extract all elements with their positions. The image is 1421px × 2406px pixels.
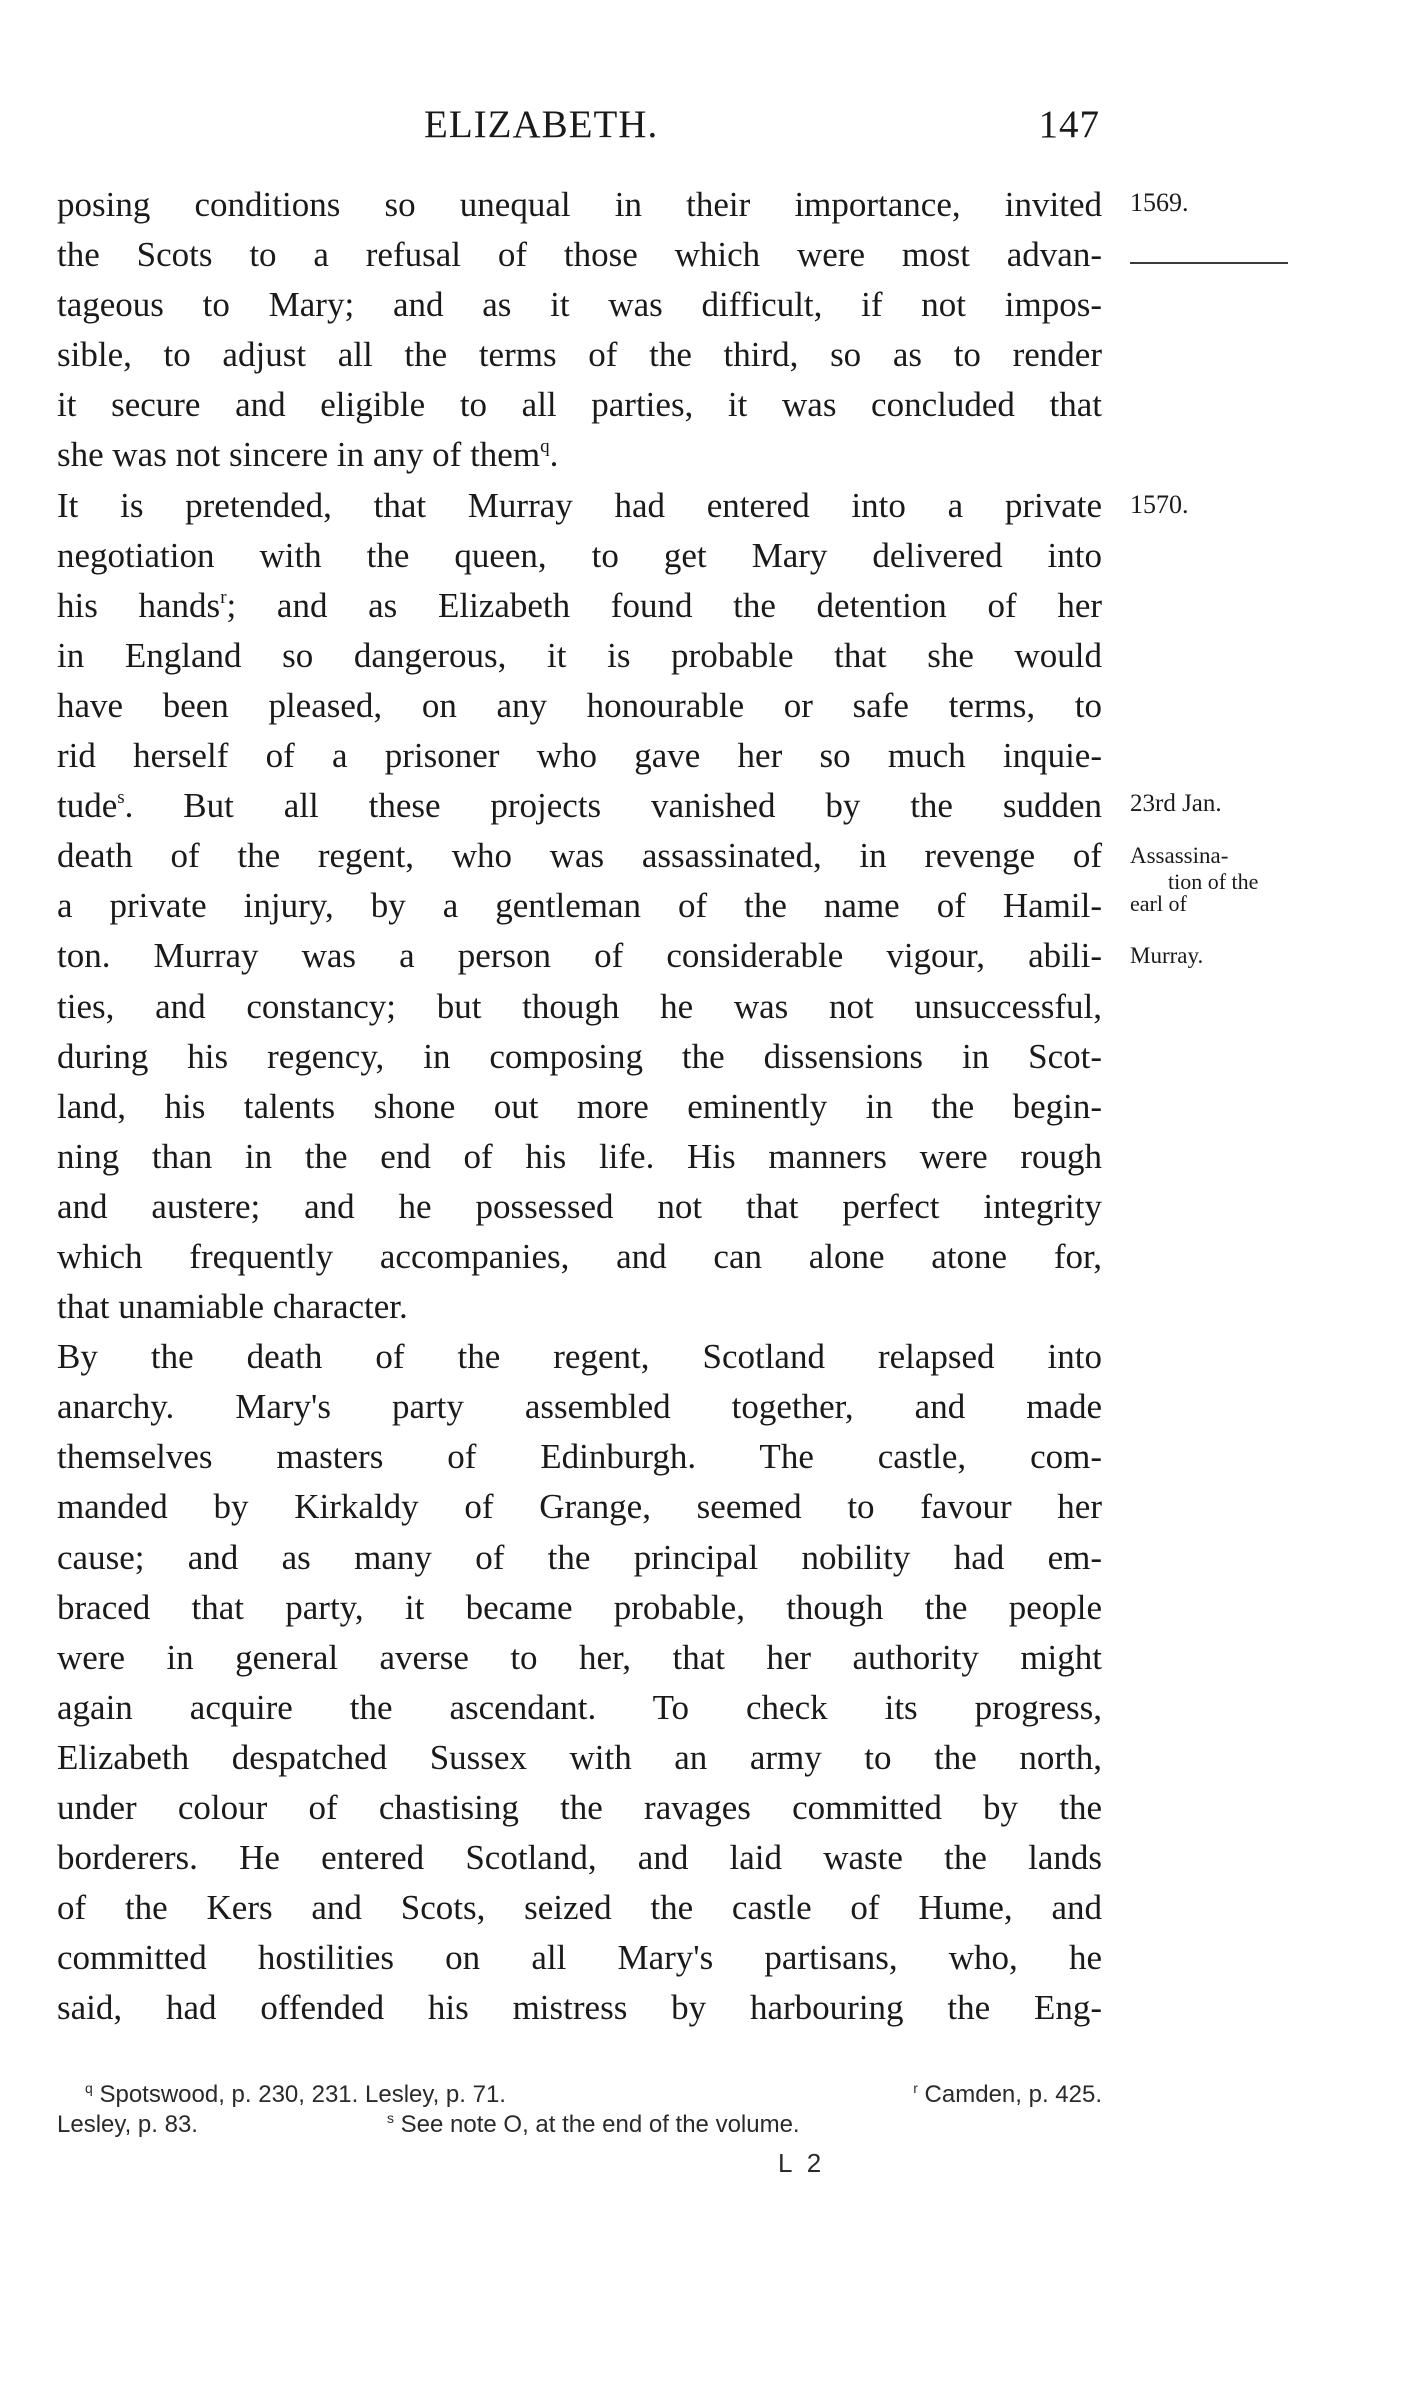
text-line: negotiation with the queen, to get Mary delivered into bbox=[57, 535, 1102, 575]
text-segment: she was not sincere in any of them bbox=[57, 435, 541, 475]
margin-date: 23rd Jan. bbox=[1130, 790, 1222, 817]
text-line: which frequently accompanies, and can alone atone for, bbox=[57, 1236, 1102, 1276]
signature-mark: L 2 bbox=[778, 2148, 826, 2178]
text-line: anarchy. Mary's party assembled together, and made bbox=[57, 1387, 1102, 1427]
text-line: posing conditions so unequal in their importance, invited bbox=[57, 185, 1102, 224]
text-line: during his regency, in composing the dissensions in Scot- bbox=[57, 1036, 1102, 1076]
footnotes bbox=[57, 2080, 1102, 2140]
text-line: braced that party, it became probable, though the people bbox=[57, 1587, 1102, 1627]
margin-note-line: earl of bbox=[1130, 891, 1187, 916]
text-line bbox=[57, 430, 1102, 480]
footnote-text: Lesley, p. 83. bbox=[57, 2111, 198, 2138]
text-line: manded by Kirkaldy of Grange, seemed to favour her bbox=[57, 1487, 1102, 1527]
running-title: ELIZABETH. bbox=[424, 103, 659, 146]
text-line bbox=[57, 581, 1102, 631]
running-head bbox=[60, 102, 1100, 162]
footnote-q bbox=[57, 2081, 506, 2108]
footnote-text: See note O, at the end of the volume. bbox=[400, 2111, 800, 2138]
footnote-text: Spotswood, p. 230, 231. Lesley, p. 71. bbox=[99, 2081, 506, 2108]
text-line: were in general averse to her, that her authority might bbox=[57, 1637, 1102, 1677]
text-line: under colour of chastising the ravages committed by the bbox=[57, 1788, 1102, 1827]
text-segment: ; and as Elizabeth found the detention of her bbox=[226, 585, 1103, 625]
margin-year-1569: 1569. bbox=[1130, 188, 1189, 217]
text-segment: . But all these projects vanished by the sudden bbox=[124, 786, 1102, 826]
footnote-line bbox=[57, 2110, 1102, 2140]
footnote-mark: s bbox=[387, 2110, 394, 2126]
footnote-line bbox=[57, 2080, 1102, 2110]
page-number: 147 bbox=[1038, 103, 1100, 146]
text-line: ning than in the end of his life. His manners were rough bbox=[57, 1136, 1102, 1176]
text-line: rid herself of a prisoner who gave her so much inquie- bbox=[57, 736, 1102, 776]
text-line: ties, and constancy; but though he was not unsuccessful, bbox=[57, 986, 1102, 1026]
text-line: said, had offended his mistress by harbouring the Eng- bbox=[57, 1988, 1102, 2028]
text-line: and austere; and he possessed not that perfect integrity bbox=[57, 1186, 1102, 1226]
margin-year-1570: 1570. bbox=[1130, 490, 1189, 519]
body-text bbox=[57, 180, 1102, 2033]
text-line: borderers. He entered Scotland, and laid waste the lands bbox=[57, 1838, 1102, 1878]
footnote-mark: r bbox=[913, 2080, 918, 2096]
margin-note-line: tion of the bbox=[1168, 869, 1259, 894]
text-line bbox=[57, 781, 1102, 831]
footnote-ref-q: q bbox=[540, 436, 550, 458]
text-line: ton. Murray was a person of considerable vigour, abili- bbox=[57, 936, 1102, 976]
text-segment: tude bbox=[57, 786, 118, 826]
text-line: By the death of the regent, Scotland relapsed into bbox=[57, 1337, 1102, 1377]
text-line: sible, to adjust all the terms of the third, so as to render bbox=[57, 335, 1102, 375]
text-line: it secure and eligible to all parties, it was concluded that bbox=[57, 385, 1102, 425]
text-line: land, his talents shone out more eminently in the begin- bbox=[57, 1086, 1102, 1126]
footnote-ref-r: r bbox=[220, 586, 227, 608]
footnote-r bbox=[913, 2080, 1102, 2110]
margin-rule bbox=[1130, 262, 1288, 264]
margin-note-line: Assassina- bbox=[1130, 843, 1229, 868]
text-line: tageous to Mary; and as it was difficult, if not impos- bbox=[57, 285, 1102, 325]
text-line: themselves masters of Edinburgh. The castle, com- bbox=[57, 1437, 1102, 1477]
text-line: committed hostilities on all Mary's partisans, who, he bbox=[57, 1938, 1102, 1978]
text-line: that unamiable character. bbox=[57, 1287, 408, 1327]
footnote-text: Camden, p. 425. bbox=[924, 2081, 1102, 2108]
text-line: death of the regent, who was assassinated, in revenge of bbox=[57, 836, 1102, 876]
text-line: in England so dangerous, it is probable that she would bbox=[57, 635, 1102, 675]
text-line: a private injury, by a gentleman of the name of Hamil- bbox=[57, 886, 1102, 926]
footnote-mark: q bbox=[85, 2080, 93, 2096]
text-line: have been pleased, on any honourable or safe terms, to bbox=[57, 685, 1102, 725]
text-line: the Scots to a refusal of those which were most advan- bbox=[57, 235, 1102, 275]
footnote-s bbox=[387, 2110, 800, 2140]
text-line: Elizabeth despatched Sussex with an army to the north, bbox=[57, 1737, 1102, 1777]
text-line: again acquire the ascendant. To check its progress, bbox=[57, 1687, 1102, 1727]
margin-note-line: Murray. bbox=[1130, 943, 1204, 968]
text-line: It is pretended, that Murray had entered into a private bbox=[57, 485, 1102, 525]
text-segment: his hands bbox=[57, 585, 221, 625]
text-line: cause; and as many of the principal nobility had em- bbox=[57, 1537, 1102, 1577]
text-segment: . bbox=[549, 435, 559, 475]
text-line: of the Kers and Scots, seized the castle of Hume, and bbox=[57, 1888, 1102, 1928]
footnote-ref-s: s bbox=[117, 787, 125, 809]
